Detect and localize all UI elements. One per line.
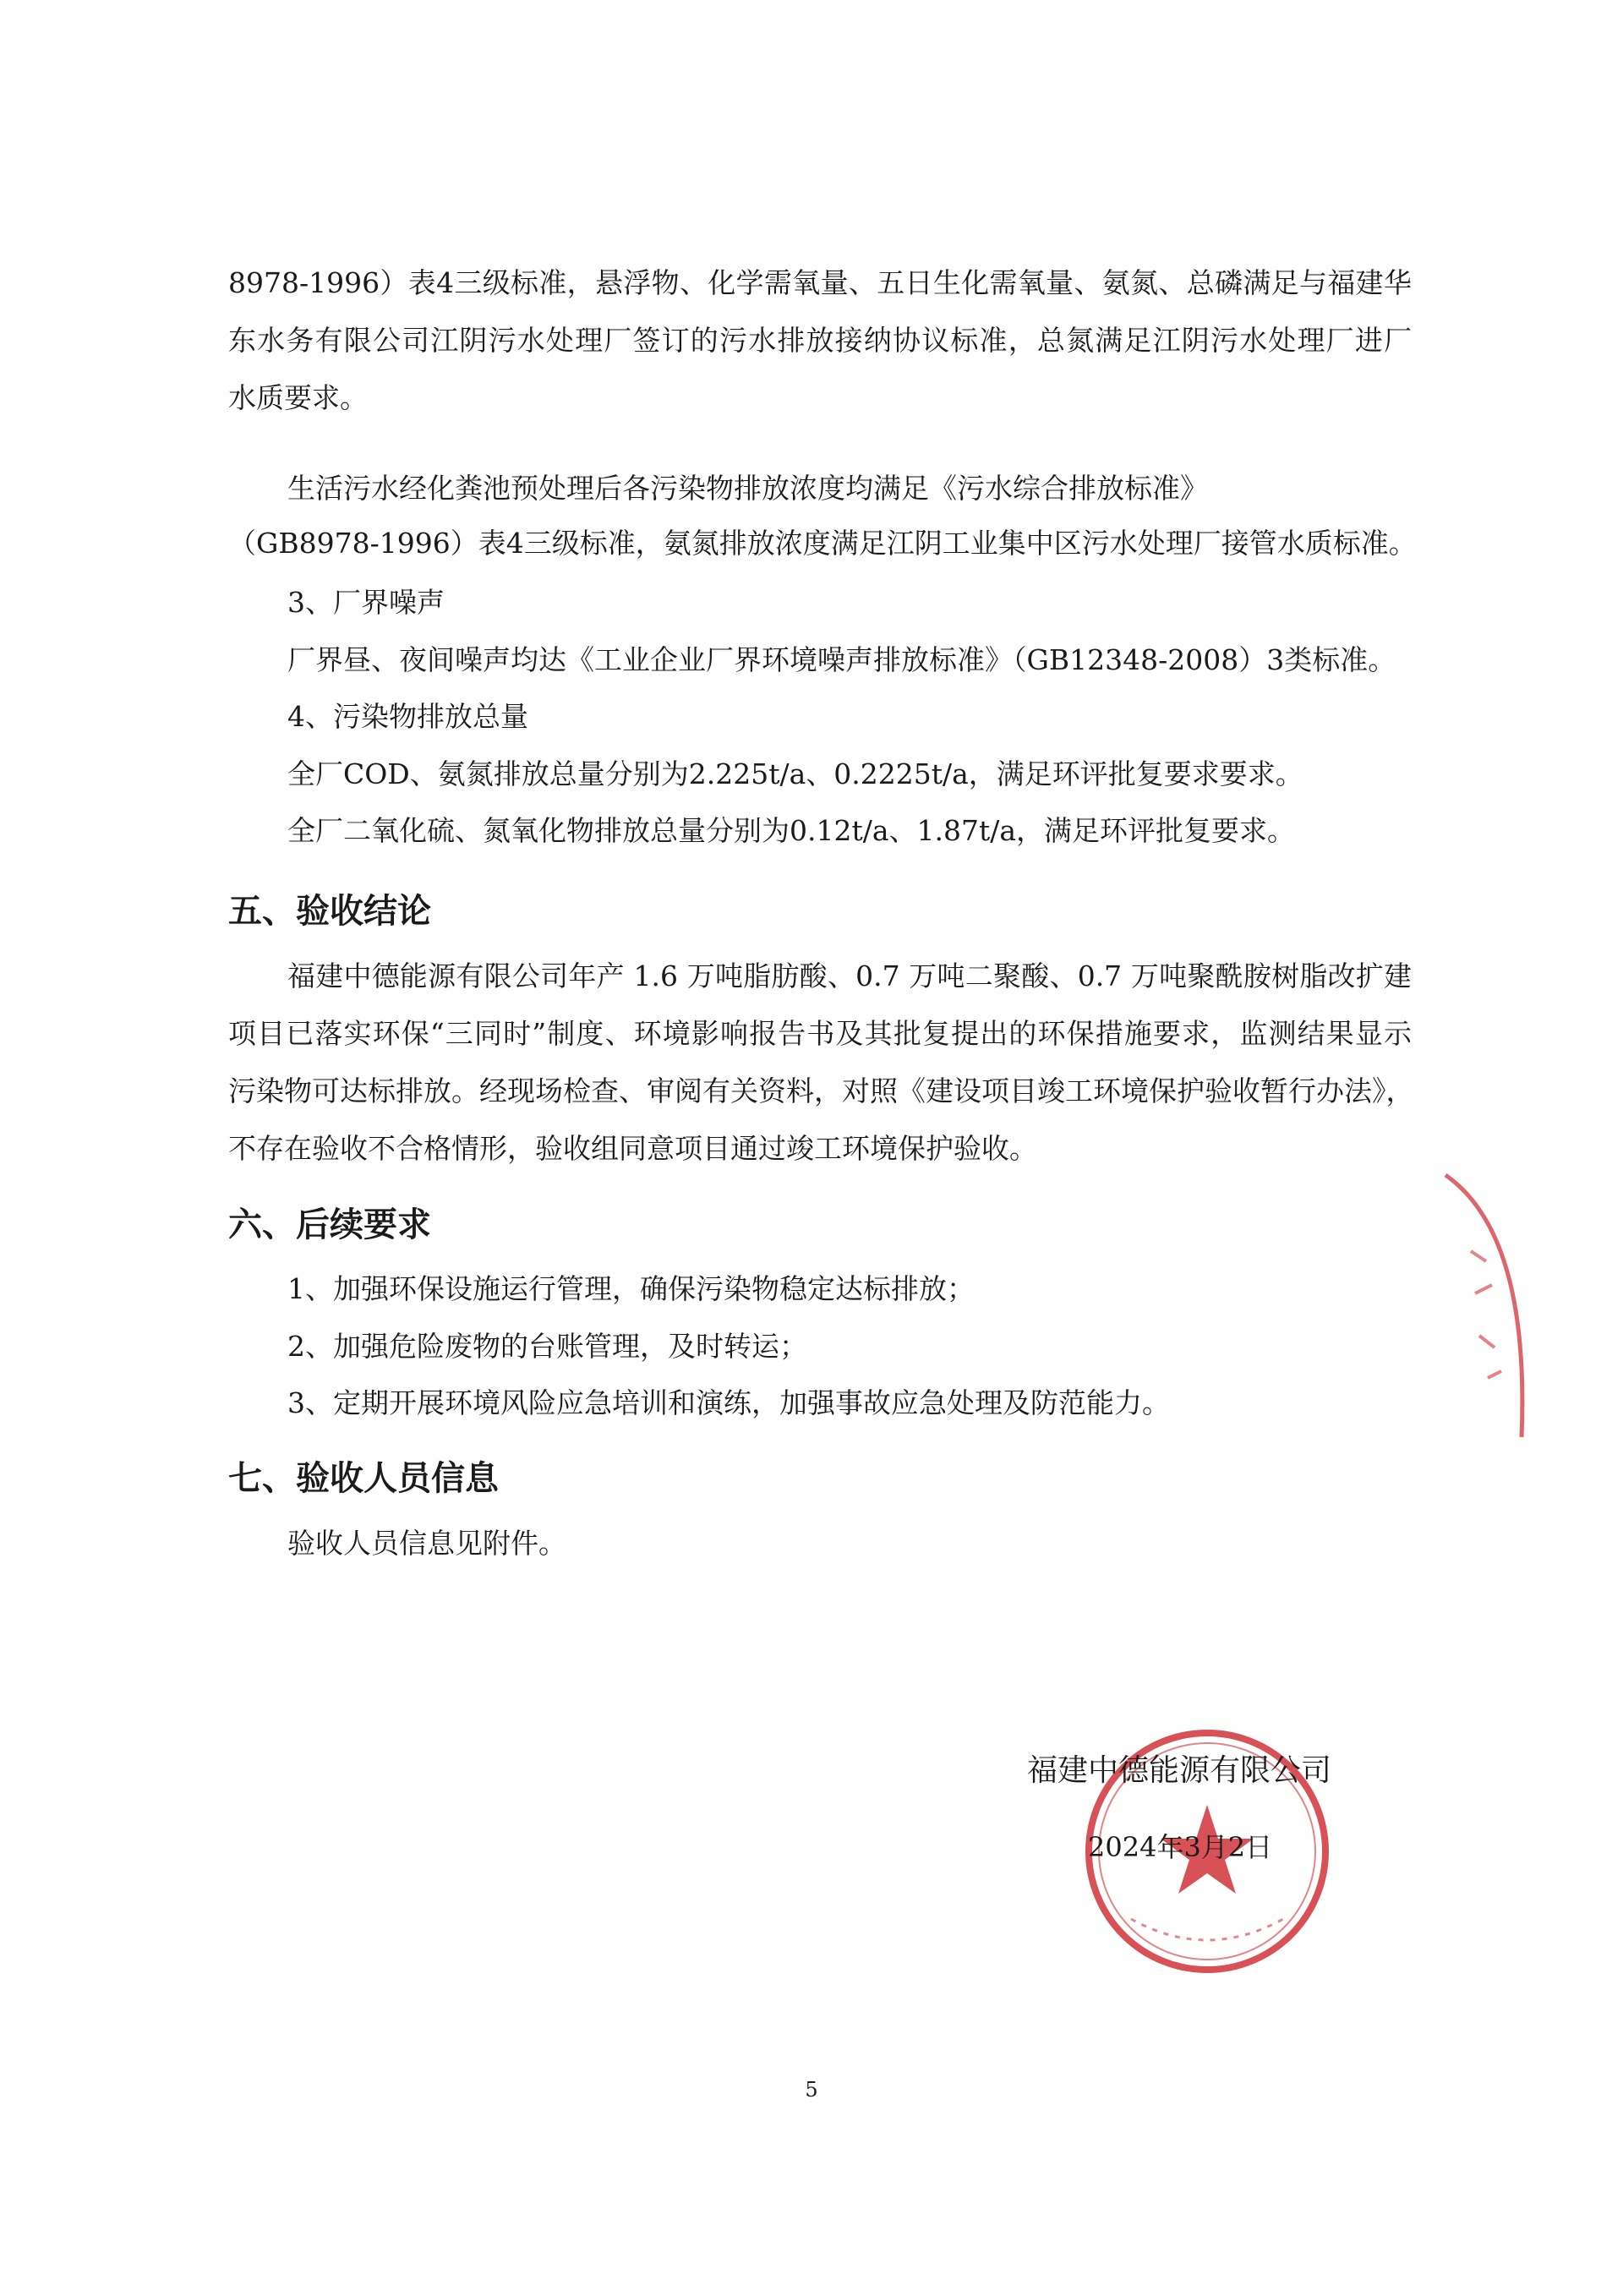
- subheading: 4、污染物排放总量: [287, 700, 528, 733]
- subheading: 3、厂界噪声: [287, 586, 445, 619]
- page-number: 5: [805, 2078, 818, 2102]
- body-line: 不存在验收不合格情形，验收组同意项目通过竣工环境保护验收。: [228, 1132, 1037, 1165]
- body-line: 水质要求。: [228, 381, 368, 414]
- body-line: 全厂COD、氨氮排放总量分别为2.225t/a、0.2225t/a，满足环评批复要求要求。: [287, 757, 1303, 790]
- list-item: 2、加强危险废物的台账管理，及时转运；: [287, 1330, 807, 1363]
- section-heading: 六、后续要求: [228, 1205, 431, 1244]
- section-heading: 七、验收人员信息: [228, 1459, 499, 1498]
- partial-stamp-icon: [1437, 1167, 1538, 1446]
- list-item: 3、定期开展环境风险应急培训和演练，加强事故应急处理及防范能力。: [287, 1386, 1170, 1419]
- body-line: （GB8978-1996）表4三级标准，氨氮排放浓度满足江阴工业集中区污水处理厂接管水质标准。: [228, 527, 1417, 560]
- section-heading: 五、验收结论: [228, 892, 431, 931]
- body-line: 全厂二氧化硫、氮氧化物排放总量分别为0.12t/a、1.87t/a，满足环评批复要求。: [287, 814, 1296, 847]
- list-item: 1、加强环保设施运行管理，确保污染物稳定达标排放；: [287, 1272, 975, 1305]
- body-line: 项目已落实环保“三同时”制度、环境影响报告书及其批复提出的环保措施要求，监测结果显示: [228, 1017, 1412, 1050]
- body-line: 生活污水经化粪池预处理后各污染物排放浓度均满足《污水综合排放标准》: [287, 472, 1208, 505]
- body-line: 福建中德能源有限公司年产 1.6 万吨脂肪酸、0.7 万吨二聚酸、0.7 万吨聚酰胺树脂改扩建: [287, 959, 1412, 992]
- body-line: 8978-1996）表4三级标准，悬浮物、化学需氧量、五日生化需氧量、氨氮、总磷满足与福建华: [228, 266, 1412, 299]
- body-line: 东水务有限公司江阴污水处理厂签订的污水排放接纳协议标准，总氮满足江阴污水处理厂进厂: [228, 324, 1412, 357]
- body-line: 厂界昼、夜间噪声均达《工业企业厂界环境噪声排放标准》（GB12348-2008）3类标准。: [287, 643, 1396, 676]
- signature-company: 福建中德能源有限公司: [1027, 1753, 1332, 1788]
- signature-date: 2024年3月2日: [1088, 1831, 1273, 1863]
- body-line: 污染物可达标排放。经现场检查、审阅有关资料，对照《建设项目竣工环境保护验收暂行办法》，: [228, 1074, 1414, 1107]
- body-line: 验收人员信息见附件。: [287, 1527, 566, 1560]
